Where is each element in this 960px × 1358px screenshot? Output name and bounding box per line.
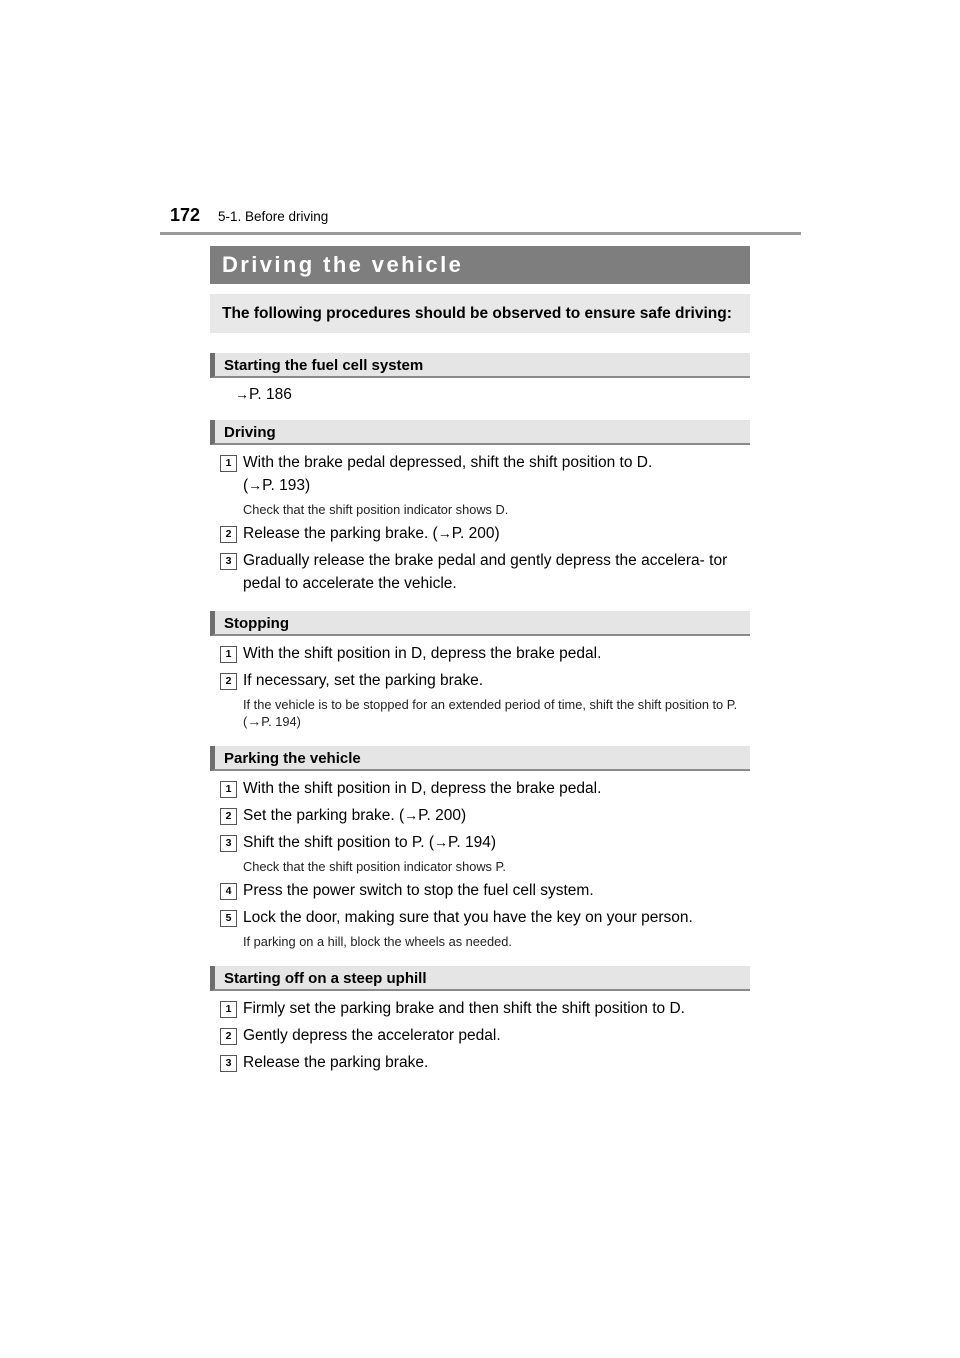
step-number-badge: 2 — [220, 808, 237, 825]
page-content — [210, 246, 750, 1074]
reference-link[interactable]: →P. 186 — [235, 386, 292, 403]
step-item: 3 Gradually release the brake pedal and gently depress the accelera- tor pedal to accelerate the vehicle. — [210, 549, 750, 595]
page-title: Driving the vehicle — [210, 246, 750, 284]
step-number-badge: 3 — [220, 1055, 237, 1072]
arrow-icon: → — [247, 713, 262, 729]
step-number-badge: 1 — [220, 455, 237, 472]
step-item: 1 With the shift position in D, depress the brake pedal. — [210, 642, 750, 665]
reference-link[interactable]: P. 193) — [262, 477, 311, 494]
note-text: If the vehicle is to be stopped for an extended period of time, shift the shift position to P. (→P. 194) — [243, 697, 738, 729]
note-text: If parking on a hill, block the wheels as needed. — [243, 934, 512, 949]
reference-link[interactable]: P. 200) — [451, 525, 500, 542]
step-number-badge: 3 — [220, 835, 237, 852]
arrow-icon: → — [437, 525, 452, 541]
header-rule — [160, 232, 801, 235]
steps-driving — [210, 451, 750, 595]
step-number-badge: 1 — [220, 1001, 237, 1018]
section-heading-parking: Parking the vehicle — [210, 746, 750, 771]
step-number-badge: 2 — [220, 673, 237, 690]
step-item: 5 Lock the door, making sure that you have the key on your person. — [210, 906, 750, 929]
arrow-icon: → — [248, 477, 263, 493]
arrow-icon: → — [434, 834, 448, 850]
step-number-badge: 2 — [220, 526, 237, 543]
page-header — [170, 205, 801, 235]
arrow-icon: → — [404, 807, 419, 823]
steps-stopping — [210, 642, 750, 730]
reference-link[interactable]: P. 194) — [261, 714, 301, 729]
steps-parking — [210, 777, 750, 950]
section-heading-driving: Driving — [210, 420, 750, 445]
steps-uphill — [210, 997, 750, 1074]
note-text: Check that the shift position indicator shows P. — [243, 859, 506, 874]
step-number-badge: 5 — [220, 910, 237, 927]
step-number-badge: 1 — [220, 646, 237, 663]
note-text: Check that the shift position indicator shows D. — [243, 502, 509, 517]
page-number: 172 — [170, 205, 201, 225]
step-item: 2 Set the parking brake. (→P. 200) — [210, 804, 750, 827]
step-item: 2 Gently depress the accelerator pedal. — [210, 1024, 750, 1047]
step-number-badge: 4 — [220, 883, 237, 900]
reference-link[interactable]: P. 200) — [418, 807, 467, 824]
section-heading-starting: Starting the fuel cell system — [210, 353, 750, 378]
step-item: 2 Release the parking brake. (→P. 200) — [210, 522, 750, 545]
reference-link[interactable]: P. 194) — [448, 834, 496, 851]
step-number-badge: 3 — [220, 553, 237, 570]
breadcrumb: 5-1. Before driving — [218, 209, 329, 224]
step-item: 1 With the shift position in D, depress the brake pedal. — [210, 777, 750, 800]
section-heading-uphill: Starting off on a steep uphill — [210, 966, 750, 991]
step-item: 3 Shift the shift position to P. (→P. 194) — [210, 831, 750, 854]
step-item: 1 Firmly set the parking brake and then shift the shift position to D. — [210, 997, 750, 1020]
step-number-badge: 1 — [220, 781, 237, 798]
intro-box: The following procedures should be observed to ensure safe driving: — [210, 294, 750, 333]
section-heading-stopping: Stopping — [210, 611, 750, 636]
step-item: 4 Press the power switch to stop the fuel cell system. — [210, 879, 750, 902]
step-item: 2 If necessary, set the parking brake. — [210, 669, 750, 692]
step-number-badge: 2 — [220, 1028, 237, 1045]
step-item: 3 Release the parking brake. — [210, 1051, 750, 1074]
step-item: 1 With the brake pedal depressed, shift the shift position to D. (→P. 193) — [210, 451, 750, 497]
arrow-icon: → — [235, 386, 249, 402]
